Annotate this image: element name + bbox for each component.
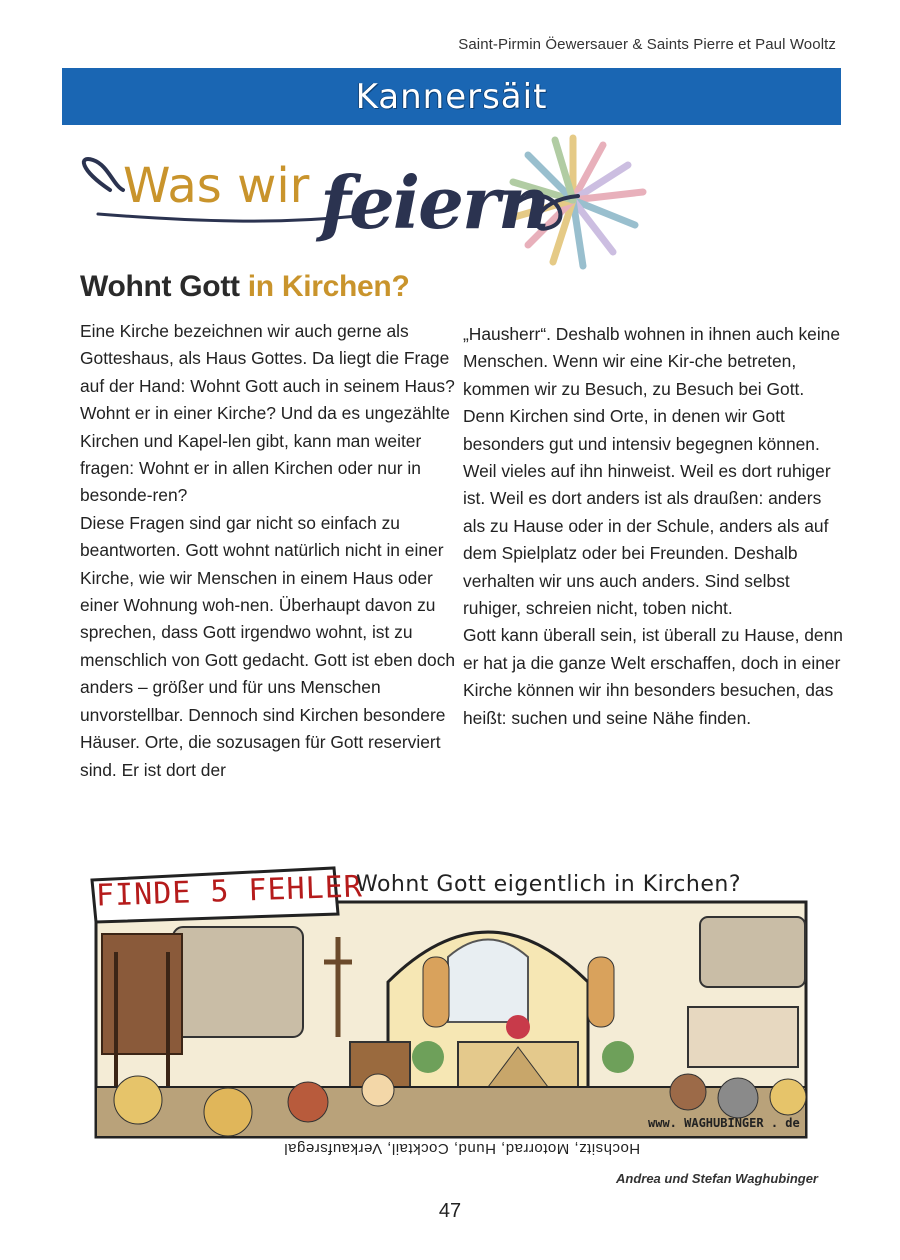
cartoon-signature: www. WAGHUBINGER . de: [648, 1116, 800, 1130]
cartoon-answer-upside-down: Hochsitz, Motorrad, Hund, Cocktail, Verkaufsregal: [283, 1140, 641, 1157]
article-title-part1: Wohnt Gott: [80, 270, 240, 303]
section-banner: [62, 68, 841, 125]
page-number: 47: [438, 1200, 462, 1222]
author-credit: Andrea und Stefan Waghubinger: [616, 1171, 818, 1186]
was-wir-feiern-logo: [78, 130, 688, 275]
section-title: Kannersäit: [355, 76, 548, 117]
paragraph: Eine Kirche bezeichnen wir auch gerne als Gotteshaus, als Haus Gottes. Da liegt die Frage auf der Hand: Wohnt Gott auch in seinem Haus? Wohnt er in einer Kirche? Und da es ungezählte Kirchen und Kapel-len gibt, kann man weiter fragen: Wohnt er in allen Kirchen oder nur in besonde-ren?: [80, 321, 455, 506]
cartoon-question: Wohnt Gott eigentlich in Kirchen?: [356, 872, 741, 897]
article-title-part2: in Kirchen?: [247, 270, 410, 303]
logo-text-feiern: feiern: [320, 160, 549, 245]
article-column-right: [463, 321, 843, 732]
parish-header: Saint-Pirmin Öewersauer & Saints Pierre et Paul Wooltz: [458, 36, 836, 53]
paragraph: „Hausherr“. Deshalb wohnen in ihnen auch keine Menschen. Wenn wir eine Kir-che betreten, kommen wir zu Besuch, zu Besuch bei Gott. Denn Kirchen sind Orte, in denen wir Gott besonders gut und intensiv begegnen können. Weil vieles auf ihn hinweist. Weil es dort ruhiger ist. Weil es dort anders ist als draußen: anders als zu Hause oder in der Schule, anders als auf dem Spielplatz oder bei Freunden. Deshalb verhalten wir uns auch anders. Sind selbst ruhiger, schreien nicht, toben nicht.: [463, 324, 841, 619]
article-column-left: [80, 318, 460, 784]
logo-text-was-wir: Was wir: [123, 158, 310, 214]
paragraph: Diese Fragen sind gar nicht so einfach zu beantworten. Gott wohnt natürlich nicht in einer Kirche, wie wir Menschen in einem Haus oder einer Wohnung woh-nen. Überhaupt davon zu sprechen, dass Gott irgendwo wohnt, ist zu menschlich von Gott gedacht. Gott ist eben doch anders – größer und für uns Menschen unvorstellbar. Dennoch sind Kirchen besondere Häuser. Orte, die sozusagen für Gott reserviert sind. Er ist dort der: [80, 512, 456, 780]
article-title: [80, 270, 409, 304]
cartoon-label: FINDE 5 FEHLER: [95, 869, 364, 914]
paragraph: Gott kann überall sein, ist überall zu Hause, denn er hat ja die ganze Welt erschaffen, doch in einer Kirche können wir ihn besonders besuchen, das heißt: suchen und seine Nähe finden.: [463, 625, 843, 728]
